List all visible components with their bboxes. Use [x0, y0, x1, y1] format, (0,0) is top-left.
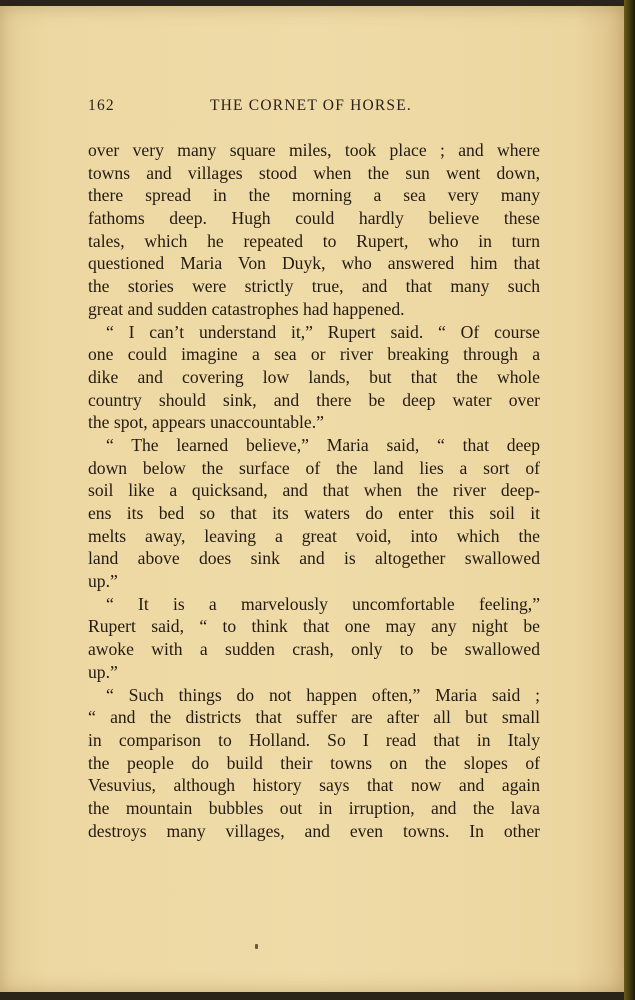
text-line: melts away, leaving a great void, into which the [88, 525, 540, 546]
text-line: Rupert said, “ to think that one may any night be [88, 616, 540, 637]
text-line: “ I can’t understand it,” Rupert said. “ Of course [106, 321, 540, 342]
body-text [88, 139, 540, 842]
text-line: “ and the districts that suffer are after all but small [88, 707, 540, 728]
text-line: soil like a quicksand, and that when the river deep- [88, 480, 540, 501]
text-line: the mountain bubbles out in irruption, and the lava [88, 797, 540, 818]
running-title: THE CORNET OF HORSE. [210, 97, 412, 114]
text-line: “ The learned believe,” Maria said, “ that deep [106, 434, 540, 455]
text-line: destroys many villages, and even towns. In other [88, 820, 540, 841]
book-page [0, 6, 624, 992]
text-line: there spread in the morning a sea very many [88, 185, 540, 206]
text-line: awoke with a sudden crash, only to be swallowed [88, 639, 540, 660]
text-line: in comparison to Holland. So I read that in Italy [88, 729, 540, 750]
book-spine-edge [624, 0, 635, 1000]
text-line: “ It is a marvelously uncomfortable feeling,” [106, 593, 540, 614]
text-line: the stories were strictly true, and that many such [88, 276, 540, 297]
text-line: country should sink, and there be deep water over [88, 389, 540, 410]
text-line: down below the surface of the land lies a sort of [88, 457, 540, 478]
text-line: dike and covering low lands, but that the whole [88, 366, 540, 387]
text-line: questioned Maria Von Duyk, who answered him that [88, 253, 540, 274]
text-line: up.” [88, 571, 118, 592]
text-line: towns and villages stood when the sun went down, [88, 162, 540, 183]
ink-mark [255, 944, 258, 949]
text-line: one could imagine a sea or river breaking through a [88, 344, 540, 365]
text-line: ens its bed so that its waters do enter this soil it [88, 503, 540, 523]
text-line: “ Such things do not happen often,” Maria said ; [106, 684, 540, 705]
text-line: over very many square miles, took place ; and where [88, 140, 540, 160]
text-line: land above does sink and is altogether swallowed [88, 548, 540, 569]
text-line: tales, which he repeated to Rupert, who in turn [88, 230, 540, 251]
text-line: fathoms deep. Hugh could hardly believe these [88, 208, 540, 229]
text-line: the spot, appears unaccountable.” [88, 412, 324, 433]
text-line: Vesuvius, although history says that now and again [88, 775, 540, 796]
text-line: up.” [88, 661, 118, 682]
text-line: the people do build their towns on the slopes of [88, 752, 540, 773]
page-number: 162 [88, 97, 115, 114]
running-header [88, 95, 540, 119]
text-line: great and sudden catastrophes had happened. [88, 298, 405, 319]
